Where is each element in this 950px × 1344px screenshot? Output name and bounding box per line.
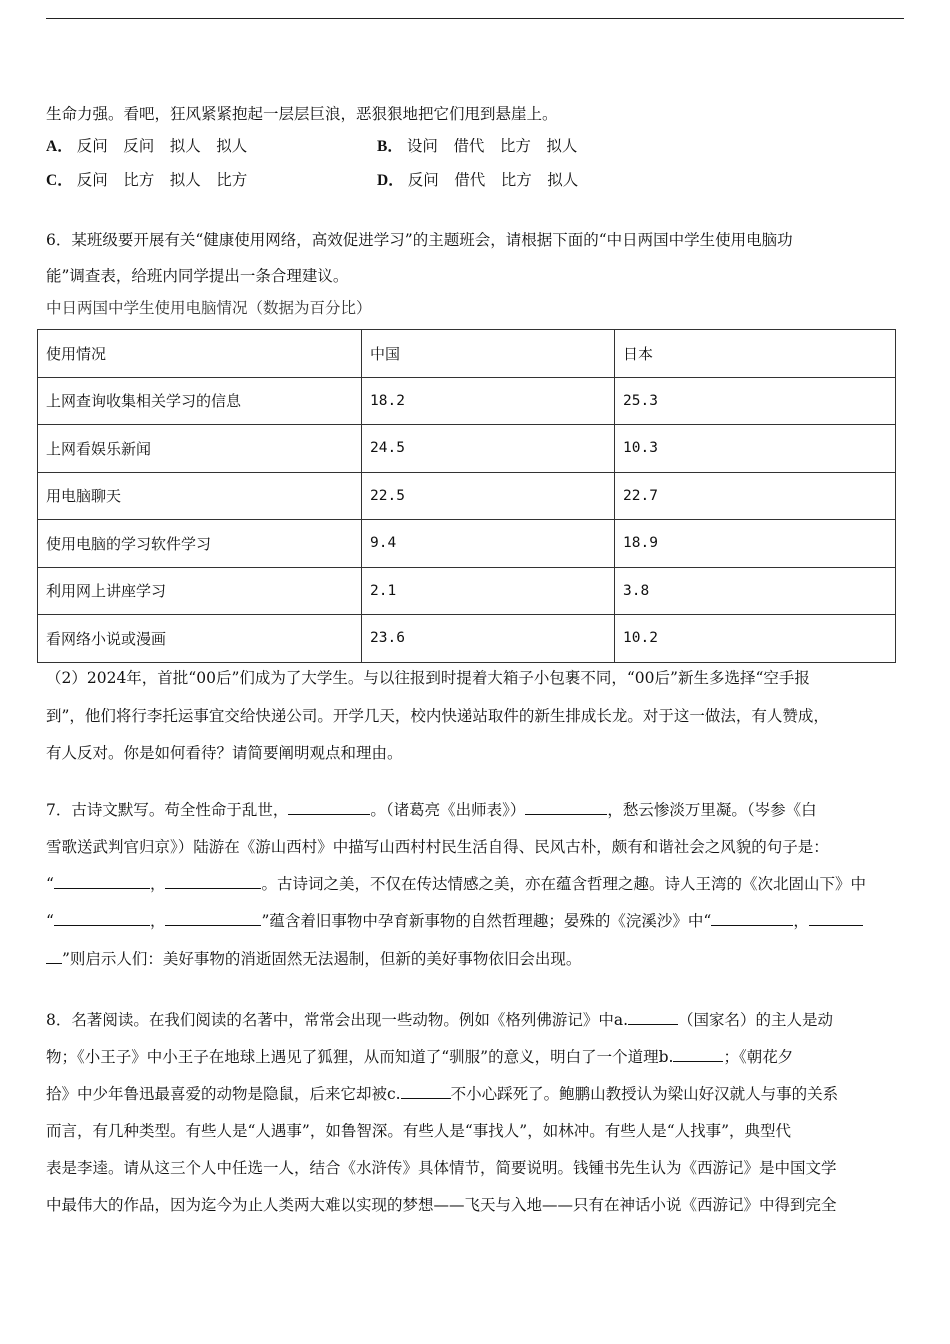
- q7-line-2: 雪歌送武判官归京》）陆游在《游山西村》中描写山西村村民生活自得、民风古朴，颇有和谐社会之风貌的句子是：: [46, 838, 829, 856]
- japan-value: 10.2: [615, 615, 896, 663]
- row-label: 用电脑聊天: [38, 472, 362, 520]
- table-header-row: [38, 330, 896, 378]
- table-row: [38, 567, 896, 615]
- q8-text: 8．名著阅读。在我们阅读的名著中，常常会出现一些动物。例如《格列佛游记》中a.: [46, 1011, 629, 1029]
- answer-blank[interactable]: [401, 1084, 451, 1099]
- japan-value: 10.3: [615, 425, 896, 473]
- survey-table: [37, 329, 896, 663]
- china-value: 24.5: [362, 425, 615, 473]
- q7-text: ，: [793, 912, 809, 930]
- header-cell: 中国: [362, 330, 615, 378]
- option-letter: C．: [46, 172, 73, 189]
- answer-blank[interactable]: [628, 1010, 678, 1025]
- q8-line-2: [46, 1047, 793, 1067]
- header-cell: 日本: [615, 330, 896, 378]
- option-letter: B．: [377, 138, 403, 155]
- q8-text: （国家名）的主人是动: [678, 1011, 834, 1029]
- china-value: 9.4: [362, 520, 615, 568]
- q8-text: ；《朝花夕: [723, 1048, 794, 1066]
- answer-blank[interactable]: [54, 911, 150, 926]
- q8-line-3: [46, 1084, 838, 1104]
- japan-value: 25.3: [615, 377, 896, 425]
- answer-blank[interactable]: [525, 800, 607, 815]
- japan-value: 18.9: [615, 520, 896, 568]
- table-row: [38, 520, 896, 568]
- answer-blank[interactable]: [809, 911, 863, 926]
- q7-text: 。（诸葛亮《出师表》）: [370, 801, 526, 819]
- q5-option-d[interactable]: [377, 170, 578, 191]
- option-text: 反问 反问 拟人 拟人: [76, 137, 248, 155]
- option-text: 反问 借代 比方 拟人: [407, 171, 579, 189]
- row-label: 利用网上讲座学习: [38, 567, 362, 615]
- q7-text: ，愁云惨淡万里凝。（岑参《白: [607, 801, 817, 819]
- q6-prompt-line-2: 能”调查表，给班内同学提出一条合理建议。: [46, 267, 349, 285]
- q8-text: 不小心踩死了。鲍鹏山教授认为梁山好汉就人与事的关系: [450, 1085, 839, 1103]
- q8-line-5: 表是李逵。请从这三个人中任选一人，结合《水浒传》具体情节，简要说明。钱锺书先生认为《西游记》是中国文学: [46, 1159, 837, 1177]
- japan-value: 3.8: [615, 567, 896, 615]
- answer-blank[interactable]: [711, 911, 793, 926]
- q7-line-5: [46, 949, 581, 969]
- q5-option-b[interactable]: [377, 136, 577, 157]
- q5-option-a[interactable]: [46, 136, 247, 157]
- table-row: [38, 615, 896, 663]
- china-value: 2.1: [362, 567, 615, 615]
- answer-blank[interactable]: [673, 1047, 723, 1062]
- answer-blank[interactable]: [288, 800, 370, 815]
- q6-part2-line-3: 有人反对。你是如何看待？请简要阐明观点和理由。: [46, 744, 403, 762]
- q7-text: ，: [149, 912, 166, 930]
- option-letter: A．: [46, 138, 73, 155]
- option-letter: D．: [377, 172, 404, 189]
- q6-part2-line-1: （2）2024年，首批“00后”们成为了大学生。与以往报到时提着大箱子小包裹不同，“00后”新生多选择“空手报: [46, 669, 810, 687]
- header-rule: [46, 18, 904, 19]
- q8-text: 拾》中少年鲁迅最喜爱的动物是隐鼠，后来它却被c.: [46, 1085, 401, 1103]
- table-row: [38, 472, 896, 520]
- row-label: 上网看娱乐新闻: [38, 425, 362, 473]
- japan-value: 22.7: [615, 472, 896, 520]
- q7-text: 7．古诗文默写。苟全性命于乱世，: [46, 801, 289, 819]
- q7-text: ”蕴含着旧事物中孕育新事物的自然哲理趣；晏殊的《浣溪沙》中“: [261, 912, 712, 930]
- table-row: [38, 425, 896, 473]
- q8-line-4: 而言，有几种类型。有些人是“人遇事”，如鲁智深。有些人是“事找人”，如林冲。有些人是“人找事”，典型代: [46, 1122, 792, 1140]
- row-label: 上网查询收集相关学习的信息: [38, 377, 362, 425]
- q6-part2-line-2: 到”，他们将行李托运事宜交给快递公司。开学几天，校内快递站取件的新生排成长龙。对于这一做法，有人赞成，: [46, 707, 829, 725]
- q5-continuation: 生命力强。看吧，狂风紧紧抱起一层层巨浪，恶狠狠地把它们甩到悬崖上。: [46, 105, 558, 123]
- table-row: [38, 377, 896, 425]
- china-value: 23.6: [362, 615, 615, 663]
- q7-line-3: [46, 874, 866, 894]
- china-value: 18.2: [362, 377, 615, 425]
- q6-prompt-line-1: 6．某班级要开展有关“健康使用网络，高效促进学习”的主题班会，请根据下面的“中日两国中学生使用电脑功: [46, 231, 793, 249]
- q7-text: ，: [149, 875, 166, 893]
- header-cell: 使用情况: [38, 330, 362, 378]
- answer-blank[interactable]: [165, 874, 261, 889]
- q7-line-4: [46, 911, 863, 931]
- answer-blank[interactable]: [54, 874, 150, 889]
- row-label: 使用电脑的学习软件学习: [38, 520, 362, 568]
- table-caption: 中日两国中学生使用电脑情况（数据为百分比）: [46, 299, 372, 317]
- q7-text: ”则启示人们：美好事物的消逝固然无法遏制，但新的美好事物依旧会出现。: [62, 950, 582, 968]
- option-text: 反问 比方 拟人 比方: [76, 171, 248, 189]
- q7-text: “: [46, 912, 54, 930]
- q7-line-1: [46, 800, 817, 820]
- row-label: 看网络小说或漫画: [38, 615, 362, 663]
- q8-line-1: [46, 1010, 833, 1030]
- q8-text: 物；《小王子》中小王子在地球上遇见了狐狸，从而知道了“驯服”的意义，明白了一个道理b.: [46, 1048, 674, 1066]
- answer-blank[interactable]: [165, 911, 261, 926]
- q7-text: 。古诗词之美，不仅在传达情感之美，亦在蕴含哲理之趣。诗人王湾的《次北固山下》中: [261, 875, 866, 893]
- china-value: 22.5: [362, 472, 615, 520]
- q5-option-c[interactable]: [46, 170, 247, 191]
- q8-line-6: 中最伟大的作品，因为迄今为止人类两大难以实现的梦想——飞天与入地——只有在神话小说《西游记》中得到完全: [46, 1196, 837, 1214]
- option-text: 设问 借代 比方 拟人: [406, 137, 578, 155]
- q7-text: “: [46, 875, 54, 893]
- answer-blank[interactable]: [46, 949, 62, 964]
